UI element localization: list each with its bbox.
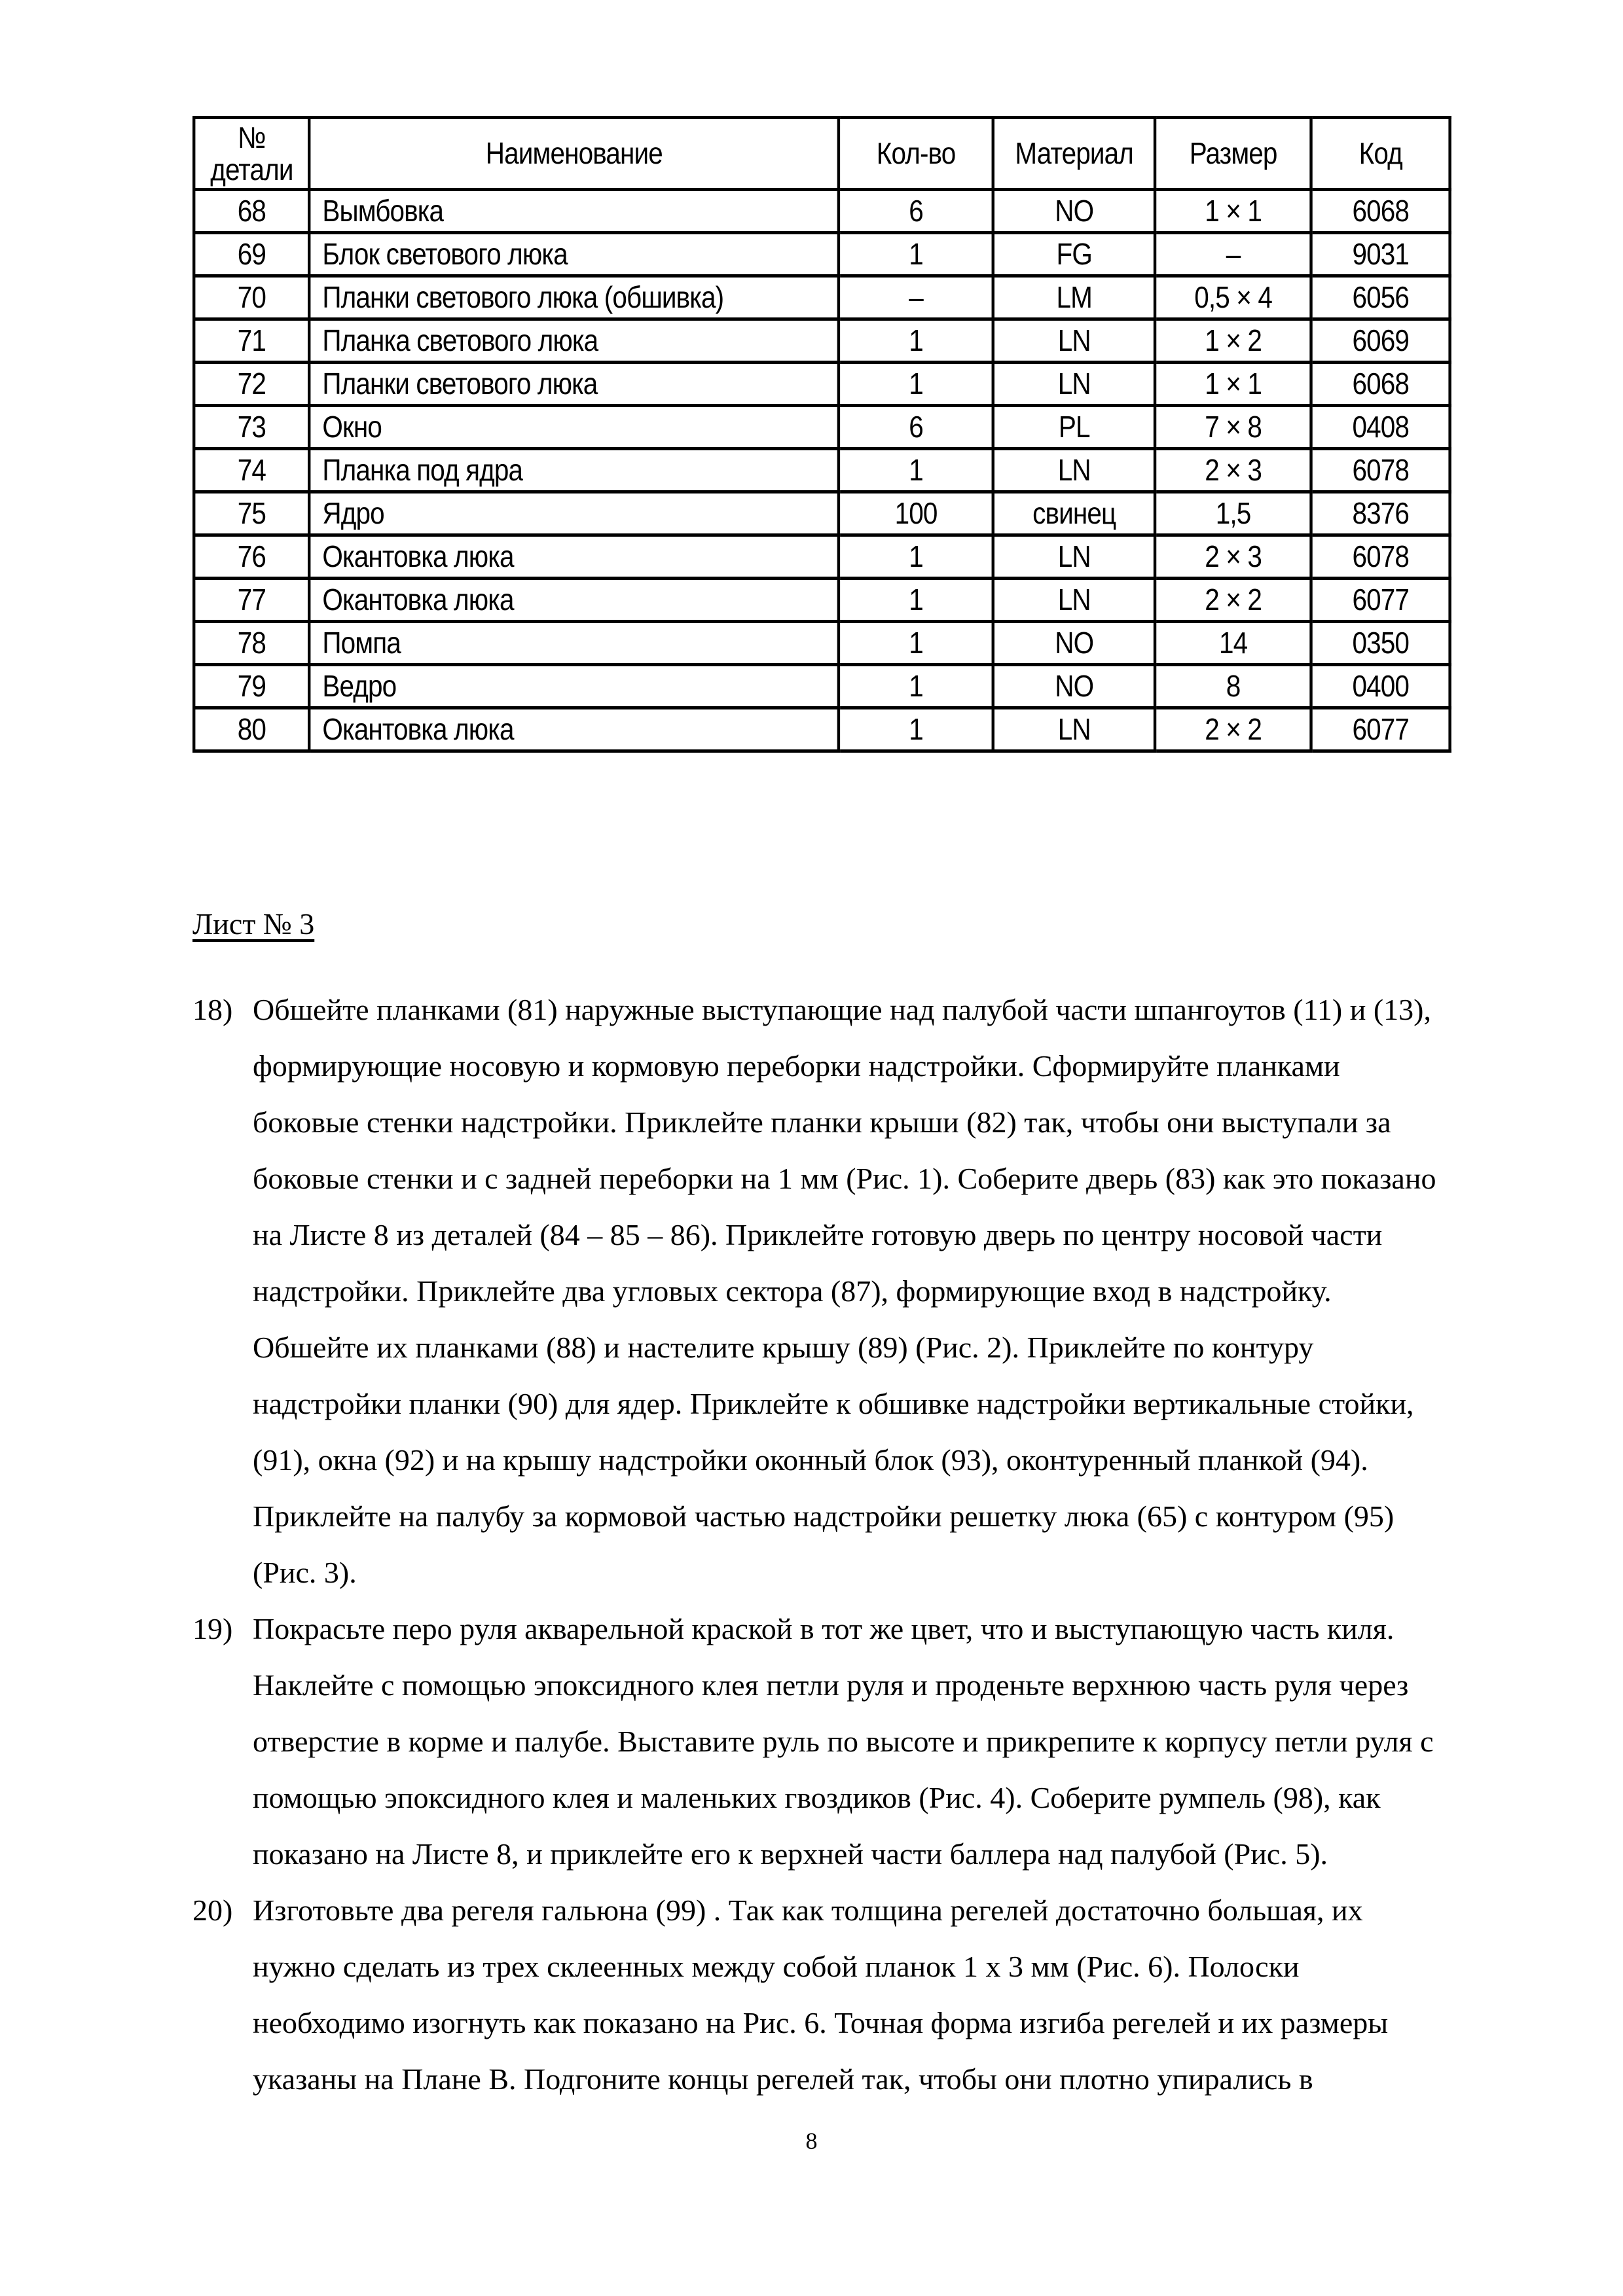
parts-table	[192, 116, 1451, 753]
part-name-cell: Вымбовка	[310, 190, 839, 233]
table-row	[194, 492, 1450, 535]
header-quantity: Кол-во	[839, 118, 993, 190]
instruction-step	[192, 1882, 1554, 2108]
size-cell: 14	[1155, 622, 1311, 665]
size-cell: 2 × 3	[1155, 535, 1311, 579]
part-name-cell: Планки светового люка	[310, 363, 839, 406]
part-name-cell: Блок светового люка	[310, 233, 839, 276]
instruction-step	[192, 1601, 1554, 1882]
size-cell: 7 × 8	[1155, 406, 1311, 449]
part-number-cell: 73	[194, 406, 309, 449]
quantity-cell: 6	[839, 406, 993, 449]
header-part-number	[194, 118, 309, 190]
material-cell: LN	[993, 708, 1155, 751]
step-text-line: показано на Листе 8, и приклейте его к верхней части баллера над палубой (Рис. 5).	[253, 1837, 1328, 1871]
table-row	[194, 319, 1450, 363]
part-number-cell: 75	[194, 492, 309, 535]
size-cell: 1 × 1	[1155, 190, 1311, 233]
step-text-line: на Листе 8 из деталей (84 – 85 – 86). Приклейте готовую дверь по центру носовой части	[253, 1218, 1383, 1251]
code-cell: 0408	[1311, 406, 1450, 449]
step-text-line: необходимо изогнуть как показано на Рис. 6. Точная форма изгиба регелей и их размеры	[253, 2006, 1389, 2039]
quantity-cell: 100	[839, 492, 993, 535]
table-row	[194, 665, 1450, 708]
size-cell: 1,5	[1155, 492, 1311, 535]
step-text-line: надстройки планки (90) для ядер. Приклейте к обшивке надстройки вертикальные стойки,	[253, 1387, 1414, 1420]
parts-table-body	[194, 190, 1450, 751]
part-name-cell: Помпа	[310, 622, 839, 665]
part-name-cell: Ведро	[310, 665, 839, 708]
header-no-label: детали	[210, 152, 293, 187]
part-name-cell: Окантовка люка	[310, 535, 839, 579]
part-number-cell: 72	[194, 363, 309, 406]
size-cell: 0,5 × 4	[1155, 276, 1311, 319]
header-material: Материал	[993, 118, 1155, 190]
sheet-heading: Лист № 3	[192, 907, 315, 941]
material-cell: NO	[993, 665, 1155, 708]
table-row	[194, 622, 1450, 665]
table-row	[194, 190, 1450, 233]
quantity-cell: –	[839, 276, 993, 319]
part-name-cell: Окантовка люка	[310, 708, 839, 751]
quantity-cell: 1	[839, 665, 993, 708]
quantity-cell: 6	[839, 190, 993, 233]
header-size: Размер	[1155, 118, 1311, 190]
step-text-line: боковые стенки и с задней переборки на 1 мм (Рис. 1). Соберите дверь (83) как это показано	[253, 1162, 1436, 1195]
material-cell: LN	[993, 579, 1155, 622]
quantity-cell: 1	[839, 363, 993, 406]
part-number-cell: 70	[194, 276, 309, 319]
material-cell: LN	[993, 535, 1155, 579]
code-cell: 8376	[1311, 492, 1450, 535]
size-cell: –	[1155, 233, 1311, 276]
step-text-line: нужно сделать из трех склеенных между собой планок 1 х 3 мм (Рис. 6). Полоски	[253, 1950, 1300, 1983]
part-number-cell: 77	[194, 579, 309, 622]
code-cell: 0400	[1311, 665, 1450, 708]
table-row	[194, 276, 1450, 319]
part-name-cell: Планка светового люка	[310, 319, 839, 363]
step-text-line: Изготовьте два регеля гальюна (99) . Так как толщина регелей достаточно большая, их	[253, 1893, 1363, 1927]
step-text-line: отверстие в корме и палубе. Выставите руль по высоте и прикрепите к корпусу петли руля с	[253, 1725, 1434, 1758]
step-text-line: Обшейте их планками (88) и настелите крышу (89) (Рис. 2). Приклейте по контуру	[253, 1331, 1314, 1364]
step-text-line: формирующие носовую и кормовую переборки надстройки. Сформируйте планками	[253, 1049, 1340, 1083]
instruction-step	[192, 982, 1554, 1601]
part-number-cell: 68	[194, 190, 309, 233]
code-cell: 6078	[1311, 449, 1450, 492]
material-cell: NO	[993, 622, 1155, 665]
quantity-cell: 1	[839, 579, 993, 622]
code-cell: 6068	[1311, 190, 1450, 233]
step-text-line: Покрасьте перо руля акварельной краской в тот же цвет, что и выступающую часть киля.	[253, 1612, 1395, 1645]
part-number-cell: 74	[194, 449, 309, 492]
material-cell: LN	[993, 363, 1155, 406]
part-number-cell: 80	[194, 708, 309, 751]
code-cell: 6056	[1311, 276, 1450, 319]
part-name-cell: Планка под ядра	[310, 449, 839, 492]
table-row	[194, 535, 1450, 579]
size-cell: 2 × 3	[1155, 449, 1311, 492]
table-header-row	[194, 118, 1450, 190]
part-number-cell: 71	[194, 319, 309, 363]
step-text-line: надстройки. Приклейте два угловых сектора (87), формирующие вход в надстройку.	[253, 1274, 1332, 1308]
table-row	[194, 406, 1450, 449]
part-name-cell: Окно	[310, 406, 839, 449]
quantity-cell: 1	[839, 319, 993, 363]
size-cell: 2 × 2	[1155, 708, 1311, 751]
material-cell: LN	[993, 319, 1155, 363]
material-cell: LN	[993, 449, 1155, 492]
size-cell: 1 × 1	[1155, 363, 1311, 406]
header-code: Код	[1311, 118, 1450, 190]
step-text-line: (91), окна (92) и на крышу надстройки оконный блок (93), оконтуренный планкой (94).	[253, 1443, 1368, 1477]
code-cell: 0350	[1311, 622, 1450, 665]
code-cell: 9031	[1311, 233, 1450, 276]
quantity-cell: 1	[839, 622, 993, 665]
quantity-cell: 1	[839, 449, 993, 492]
size-cell: 8	[1155, 665, 1311, 708]
step-text-line: указаны на Плане В. Подгоните концы регелей так, чтобы они плотно упирались в	[253, 2062, 1313, 2096]
step-text-line: помощью эпоксидного клея и маленьких гвоздиков (Рис. 4). Соберите румпель (98), как	[253, 1781, 1381, 1814]
step-text	[253, 1601, 1554, 1882]
header-no-symbol: №	[238, 120, 266, 155]
step-number: 20)	[192, 1893, 233, 1927]
part-number-cell: 79	[194, 665, 309, 708]
code-cell: 6077	[1311, 579, 1450, 622]
table-row	[194, 579, 1450, 622]
code-cell: 6069	[1311, 319, 1450, 363]
quantity-cell: 1	[839, 535, 993, 579]
step-number: 18)	[192, 993, 233, 1026]
step-text-line: Наклейте с помощью эпоксидного клея петли руля и проденьте верхнюю часть руля через	[253, 1668, 1409, 1702]
step-text	[253, 982, 1554, 1601]
part-number-cell: 76	[194, 535, 309, 579]
step-text-line: (Рис. 3).	[253, 1556, 357, 1589]
code-cell: 6077	[1311, 708, 1450, 751]
step-number: 19)	[192, 1612, 233, 1645]
step-text	[253, 1882, 1554, 2108]
header-name: Наименование	[310, 118, 839, 190]
material-cell: NO	[993, 190, 1155, 233]
material-cell: LM	[993, 276, 1155, 319]
code-cell: 6078	[1311, 535, 1450, 579]
material-cell: PL	[993, 406, 1155, 449]
instruction-steps	[192, 982, 1554, 2108]
size-cell: 1 × 2	[1155, 319, 1311, 363]
part-name-cell: Окантовка люка	[310, 579, 839, 622]
part-number-cell: 69	[194, 233, 309, 276]
quantity-cell: 1	[839, 233, 993, 276]
part-number-cell: 78	[194, 622, 309, 665]
step-text-line: Приклейте на палубу за кормовой частью надстройки решетку люка (65) с контуром (95)	[253, 1499, 1395, 1533]
table-row	[194, 449, 1450, 492]
material-cell: FG	[993, 233, 1155, 276]
table-row	[194, 363, 1450, 406]
step-text-line: боковые стенки надстройки. Приклейте планки крыши (82) так, чтобы они выступали за	[253, 1105, 1391, 1139]
table-row	[194, 708, 1450, 751]
part-name-cell: Ядро	[310, 492, 839, 535]
code-cell: 6068	[1311, 363, 1450, 406]
part-name-cell: Планки светового люка (обшивка)	[310, 276, 839, 319]
page-number: 8	[805, 2128, 818, 2154]
table-row	[194, 233, 1450, 276]
material-cell: свинец	[993, 492, 1155, 535]
step-text-line: Обшейте планками (81) наружные выступающие над палубой части шпангоутов (11) и (13),	[253, 993, 1431, 1026]
size-cell: 2 × 2	[1155, 579, 1311, 622]
quantity-cell: 1	[839, 708, 993, 751]
